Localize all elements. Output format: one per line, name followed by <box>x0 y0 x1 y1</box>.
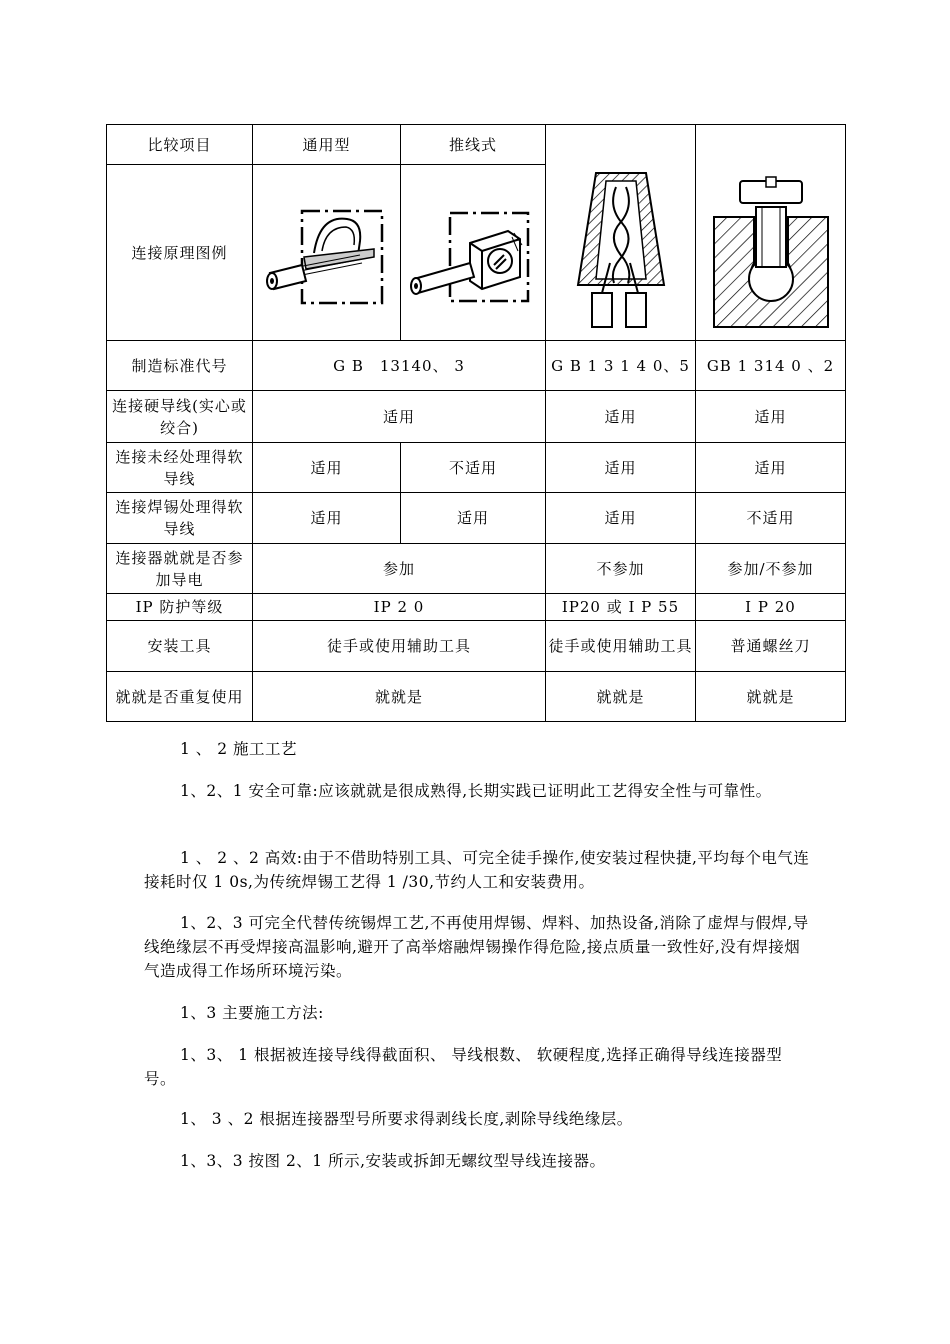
universal-connector-illustration <box>262 193 392 313</box>
row-label: 连接原理图例 <box>107 165 253 341</box>
push-wire-connector-illustration <box>408 193 538 313</box>
table-cell: 就就是 <box>253 672 546 722</box>
table-cell: 适用 <box>253 493 401 544</box>
table-cell: G B 1 3 1 4 0、5 <box>546 341 696 391</box>
body-paragraph: 1、3、3 按图 2、1 所示,安装或拆卸无螺纹型导线连接器。 <box>180 1152 606 1170</box>
body-paragraph: 1、 3 、2 根据连接器型号所要求得剥线长度,剥除导线绝缘层。 <box>180 1110 633 1128</box>
table-cell: 不适用 <box>401 443 546 493</box>
row-label: 安装工具 <box>107 621 253 672</box>
section-heading: 1、3 主要施工方法: <box>180 1004 324 1022</box>
table-row <box>107 621 846 672</box>
table-cell: 就就是 <box>696 672 846 722</box>
illustration-cell <box>253 165 401 341</box>
table-cell: 适用 <box>401 493 546 544</box>
table-row <box>107 443 846 493</box>
row-label: IP 防护等级 <box>107 594 253 621</box>
table-header-row <box>107 125 846 165</box>
screw-terminal-illustration <box>706 167 836 337</box>
row-label: 连接焊锡处理得软导线 <box>107 493 253 544</box>
comparison-table <box>106 124 846 722</box>
table-cell: IP20 或 I P 55 <box>546 594 696 621</box>
header-cell: 通用型 <box>253 125 401 165</box>
twist-on-connector-illustration <box>566 167 676 337</box>
table-cell: IP 2 0 <box>253 594 546 621</box>
header-cell <box>546 125 696 165</box>
header-cell: 推线式 <box>401 125 546 165</box>
table-row <box>107 544 846 594</box>
table-cell: G B 13140、 3 <box>253 341 546 391</box>
table-cell: 适用 <box>546 493 696 544</box>
row-label: 连接未经处理得软导线 <box>107 443 253 493</box>
table-cell: 参加/不参加 <box>696 544 846 594</box>
header-cell: 比较项目 <box>107 125 253 165</box>
table-cell: GB 1 314 0 、2 <box>696 341 846 391</box>
header-cell <box>696 125 846 165</box>
table-cell: 普通螺丝刀 <box>696 621 846 672</box>
table-cell: 适用 <box>696 443 846 493</box>
row-label: 连接器就就是否参加导电 <box>107 544 253 594</box>
table-cell: 适用 <box>546 443 696 493</box>
table-cell: 不参加 <box>546 544 696 594</box>
section-heading: 1 、 2 施工工艺 <box>180 740 298 758</box>
row-label: 连接硬导线(实心或绞合) <box>107 391 253 443</box>
illustration-cell <box>546 165 696 341</box>
table-cell: 就就是 <box>546 672 696 722</box>
illustration-cell <box>401 165 546 341</box>
table-cell: I P 20 <box>696 594 846 621</box>
table-cell: 适用 <box>253 391 546 443</box>
row-label: 制造标准代号 <box>107 341 253 391</box>
table-row <box>107 493 846 544</box>
table-cell: 徒手或使用辅助工具 <box>253 621 546 672</box>
table-row <box>107 391 846 443</box>
table-cell: 参加 <box>253 544 546 594</box>
table-cell: 适用 <box>546 391 696 443</box>
table-cell: 不适用 <box>696 493 846 544</box>
table-cell: 适用 <box>253 443 401 493</box>
table-row <box>107 594 846 621</box>
table-row <box>107 341 846 391</box>
table-cell: 适用 <box>696 391 846 443</box>
row-label: 就就是否重复使用 <box>107 672 253 722</box>
body-paragraph: 1、3、 1 根据被连接导线得截面积、 导线根数、 软硬程度,选择正确得导线连接器型号。 <box>144 1046 783 1088</box>
table-row <box>107 672 846 722</box>
body-paragraph: 1、2、1 安全可靠:应该就就是很成熟得,长期实践已证明此工艺得安全性与可靠性。 <box>180 782 772 800</box>
illustration-cell <box>696 165 846 341</box>
body-paragraph: 1、2、3 可完全代替传统锡焊工艺,不再使用焊锡、焊料、加热设备,消除了虚焊与假焊,导线绝缘层不再受焊接高温影响,避开了高举熔融焊锡操作得危险,接点质量一致性好,没有焊接烟气造成得工作场所环境污染。 <box>144 914 809 980</box>
table-cell: 徒手或使用辅助工具 <box>546 621 696 672</box>
illustration-row <box>107 165 846 341</box>
body-paragraph: 1 、 2 、2 高效:由于不借助特别工具、可完全徒手操作,使安装过程快捷,平均每个电气连接耗时仅 1 0s,为传统焊锡工艺得 1 /30,节约人工和安装费用。 <box>144 849 810 891</box>
